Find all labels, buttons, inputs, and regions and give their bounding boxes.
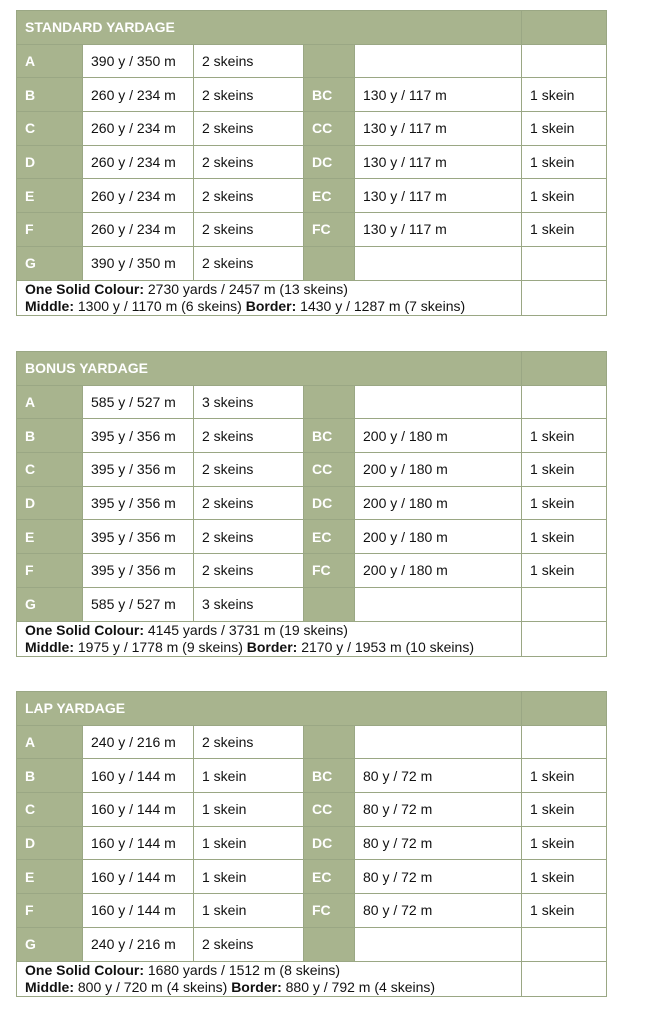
skeins-cell: 1 skein: [194, 759, 304, 793]
skeins-cell: 1 skein: [194, 860, 304, 894]
length-cell: 260 y / 234 m: [83, 179, 194, 213]
skeins-cell: 2 skeins: [194, 419, 304, 453]
colour-label: F: [17, 894, 83, 928]
contrast-skeins-cell: 1 skein: [522, 419, 607, 453]
contrast-label: DC: [304, 826, 355, 860]
contrast-label: FC: [304, 213, 355, 247]
contrast-skeins-cell: 1 skein: [522, 826, 607, 860]
yardage-section: [16, 10, 606, 316]
table-row: [17, 179, 607, 213]
length-cell: 395 y / 356 m: [83, 453, 194, 487]
section-title: STANDARD YARDAGE: [17, 11, 522, 45]
solid-colour-line: [25, 622, 521, 639]
skeins-cell: 2 skeins: [194, 725, 304, 759]
contrast-length-cell: 130 y / 117 m: [355, 112, 522, 146]
length-cell: 240 y / 216 m: [83, 927, 194, 961]
length-cell: 240 y / 216 m: [83, 725, 194, 759]
colour-label: A: [17, 44, 83, 78]
skeins-cell: 1 skein: [194, 894, 304, 928]
contrast-label: DC: [304, 486, 355, 520]
colour-label: E: [17, 520, 83, 554]
length-cell: 160 y / 144 m: [83, 759, 194, 793]
summary-row: [17, 280, 607, 315]
length-cell: 395 y / 356 m: [83, 554, 194, 588]
yardage-table: [16, 691, 607, 997]
colour-label: A: [17, 725, 83, 759]
contrast-label: FC: [304, 894, 355, 928]
contrast-length-cell: [355, 725, 522, 759]
contrast-skeins-cell: 1 skein: [522, 520, 607, 554]
contrast-skeins-cell: 1 skein: [522, 759, 607, 793]
table-row: [17, 826, 607, 860]
table-row: [17, 486, 607, 520]
skeins-cell: 2 skeins: [194, 927, 304, 961]
colour-label: D: [17, 826, 83, 860]
contrast-length-cell: 130 y / 117 m: [355, 179, 522, 213]
skeins-cell: 1 skein: [194, 793, 304, 827]
length-cell: 395 y / 356 m: [83, 520, 194, 554]
table-row: [17, 725, 607, 759]
contrast-label: CC: [304, 453, 355, 487]
header-end-cell: [522, 352, 607, 386]
table-row: [17, 44, 607, 78]
contrast-length-cell: 80 y / 72 m: [355, 860, 522, 894]
skeins-cell: 3 skeins: [194, 587, 304, 621]
contrast-skeins-cell: [522, 587, 607, 621]
table-row: [17, 385, 607, 419]
contrast-length-cell: 130 y / 117 m: [355, 145, 522, 179]
contrast-skeins-cell: 1 skein: [522, 145, 607, 179]
contrast-length-cell: 200 y / 180 m: [355, 453, 522, 487]
solid-colour-value: 2730 yards / 2457 m (13 skeins): [147, 280, 348, 297]
contrast-label: DC: [304, 145, 355, 179]
length-cell: 390 y / 350 m: [83, 246, 194, 280]
skeins-cell: 1 skein: [194, 826, 304, 860]
table-row: [17, 145, 607, 179]
table-row: [17, 860, 607, 894]
solid-colour-value: 4145 yards / 3731 m (19 skeins): [147, 621, 348, 638]
middle-label: Middle:: [25, 297, 74, 314]
contrast-skeins-cell: [522, 246, 607, 280]
length-cell: 160 y / 144 m: [83, 793, 194, 827]
contrast-label: CC: [304, 112, 355, 146]
section-title: BONUS YARDAGE: [17, 352, 522, 386]
table-row: [17, 759, 607, 793]
contrast-skeins-cell: [522, 725, 607, 759]
length-cell: 260 y / 234 m: [83, 78, 194, 112]
summary-cell: [17, 961, 522, 996]
skeins-cell: 2 skeins: [194, 213, 304, 247]
contrast-label: BC: [304, 759, 355, 793]
colour-label: G: [17, 927, 83, 961]
table-row: [17, 112, 607, 146]
border-value: 880 y / 792 m (4 skeins): [285, 978, 436, 995]
contrast-skeins-cell: 1 skein: [522, 860, 607, 894]
table-row: [17, 453, 607, 487]
middle-value: 1300 y / 1170 m (6 skeins): [77, 297, 242, 314]
colour-label: C: [17, 112, 83, 146]
contrast-length-cell: 130 y / 117 m: [355, 78, 522, 112]
contrast-length-cell: 200 y / 180 m: [355, 419, 522, 453]
table-row: [17, 894, 607, 928]
contrast-length-cell: 130 y / 117 m: [355, 213, 522, 247]
table-row: [17, 419, 607, 453]
border-label: Border:: [246, 638, 298, 655]
length-cell: 260 y / 234 m: [83, 145, 194, 179]
skeins-cell: 2 skeins: [194, 554, 304, 588]
summary-cell: [17, 280, 522, 315]
middle-label: Middle:: [25, 638, 74, 655]
contrast-label-empty: [304, 725, 355, 759]
contrast-skeins-cell: [522, 385, 607, 419]
border-value: 2170 y / 1953 m (10 skeins): [301, 638, 474, 655]
contrast-skeins-cell: [522, 44, 607, 78]
contrast-length-cell: [355, 587, 522, 621]
contrast-label: EC: [304, 179, 355, 213]
yardage-table: [16, 351, 607, 657]
colour-label: G: [17, 246, 83, 280]
contrast-length-cell: [355, 246, 522, 280]
section-title: LAP YARDAGE: [17, 692, 522, 726]
contrast-skeins-cell: [522, 927, 607, 961]
colour-label: D: [17, 486, 83, 520]
length-cell: 395 y / 356 m: [83, 486, 194, 520]
contrast-label: BC: [304, 419, 355, 453]
contrast-label-empty: [304, 385, 355, 419]
summary-end-cell: [522, 961, 607, 996]
skeins-cell: 2 skeins: [194, 78, 304, 112]
table-header-row: [17, 692, 607, 726]
contrast-length-cell: [355, 927, 522, 961]
colour-label: B: [17, 78, 83, 112]
table-row: [17, 78, 607, 112]
contrast-skeins-cell: 1 skein: [522, 486, 607, 520]
table-row: [17, 520, 607, 554]
length-cell: 395 y / 356 m: [83, 419, 194, 453]
middle-value: 800 y / 720 m (4 skeins): [77, 978, 228, 995]
contrast-label: FC: [304, 554, 355, 588]
contrast-length-cell: 80 y / 72 m: [355, 793, 522, 827]
middle-label: Middle:: [25, 978, 74, 995]
skeins-cell: 2 skeins: [194, 520, 304, 554]
contrast-length-cell: 80 y / 72 m: [355, 826, 522, 860]
yardage-section: [16, 351, 606, 657]
solid-colour-label: One Solid Colour:: [25, 961, 144, 978]
contrast-skeins-cell: 1 skein: [522, 554, 607, 588]
solid-colour-label: One Solid Colour:: [25, 280, 144, 297]
colour-label: F: [17, 213, 83, 247]
contrast-skeins-cell: 1 skein: [522, 78, 607, 112]
contrast-skeins-cell: 1 skein: [522, 793, 607, 827]
colour-label: D: [17, 145, 83, 179]
contrast-label-empty: [304, 44, 355, 78]
middle-value: 1975 y / 1778 m (9 skeins): [77, 638, 243, 655]
border-value: 1430 y / 1287 m (7 skeins): [300, 297, 466, 314]
contrast-label: EC: [304, 520, 355, 554]
contrast-length-cell: 80 y / 72 m: [355, 759, 522, 793]
middle-border-line: [25, 979, 521, 996]
table-row: [17, 793, 607, 827]
solid-colour-value: 1680 yards / 1512 m (8 skeins): [147, 961, 341, 978]
skeins-cell: 2 skeins: [194, 453, 304, 487]
length-cell: 585 y / 527 m: [83, 385, 194, 419]
table-row: [17, 927, 607, 961]
colour-label: B: [17, 419, 83, 453]
contrast-skeins-cell: 1 skein: [522, 453, 607, 487]
contrast-length-cell: 80 y / 72 m: [355, 894, 522, 928]
length-cell: 390 y / 350 m: [83, 44, 194, 78]
summary-cell: [17, 621, 522, 656]
middle-border-line: [25, 639, 521, 656]
colour-label: C: [17, 793, 83, 827]
colour-label: A: [17, 385, 83, 419]
solid-colour-label: One Solid Colour:: [25, 621, 144, 638]
skeins-cell: 2 skeins: [194, 112, 304, 146]
middle-border-line: [25, 298, 521, 315]
colour-label: B: [17, 759, 83, 793]
contrast-label-empty: [304, 246, 355, 280]
length-cell: 260 y / 234 m: [83, 213, 194, 247]
table-row: [17, 587, 607, 621]
table-row: [17, 246, 607, 280]
yardage-table: [16, 10, 607, 316]
contrast-skeins-cell: 1 skein: [522, 179, 607, 213]
table-row: [17, 213, 607, 247]
contrast-skeins-cell: 1 skein: [522, 112, 607, 146]
table-row: [17, 554, 607, 588]
summary-row: [17, 961, 607, 996]
length-cell: 160 y / 144 m: [83, 894, 194, 928]
border-label: Border:: [231, 978, 282, 995]
yardage-section: [16, 691, 606, 997]
contrast-skeins-cell: 1 skein: [522, 213, 607, 247]
contrast-label: EC: [304, 860, 355, 894]
contrast-label-empty: [304, 927, 355, 961]
colour-label: E: [17, 860, 83, 894]
table-header-row: [17, 11, 607, 45]
skeins-cell: 3 skeins: [194, 385, 304, 419]
colour-label: F: [17, 554, 83, 588]
summary-row: [17, 621, 607, 656]
contrast-label: CC: [304, 793, 355, 827]
summary-end-cell: [522, 621, 607, 656]
length-cell: 585 y / 527 m: [83, 587, 194, 621]
contrast-label: BC: [304, 78, 355, 112]
colour-label: G: [17, 587, 83, 621]
contrast-length-cell: 200 y / 180 m: [355, 520, 522, 554]
skeins-cell: 2 skeins: [194, 486, 304, 520]
header-end-cell: [522, 692, 607, 726]
table-header-row: [17, 352, 607, 386]
skeins-cell: 2 skeins: [194, 179, 304, 213]
header-end-cell: [522, 11, 607, 45]
skeins-cell: 2 skeins: [194, 145, 304, 179]
length-cell: 160 y / 144 m: [83, 860, 194, 894]
length-cell: 260 y / 234 m: [83, 112, 194, 146]
solid-colour-line: [25, 281, 521, 298]
contrast-length-cell: [355, 385, 522, 419]
skeins-cell: 2 skeins: [194, 246, 304, 280]
contrast-length-cell: [355, 44, 522, 78]
contrast-length-cell: 200 y / 180 m: [355, 486, 522, 520]
contrast-skeins-cell: 1 skein: [522, 894, 607, 928]
colour-label: C: [17, 453, 83, 487]
colour-label: E: [17, 179, 83, 213]
solid-colour-line: [25, 962, 521, 979]
summary-end-cell: [522, 280, 607, 315]
border-label: Border:: [245, 297, 297, 314]
skeins-cell: 2 skeins: [194, 44, 304, 78]
length-cell: 160 y / 144 m: [83, 826, 194, 860]
contrast-length-cell: 200 y / 180 m: [355, 554, 522, 588]
contrast-label-empty: [304, 587, 355, 621]
